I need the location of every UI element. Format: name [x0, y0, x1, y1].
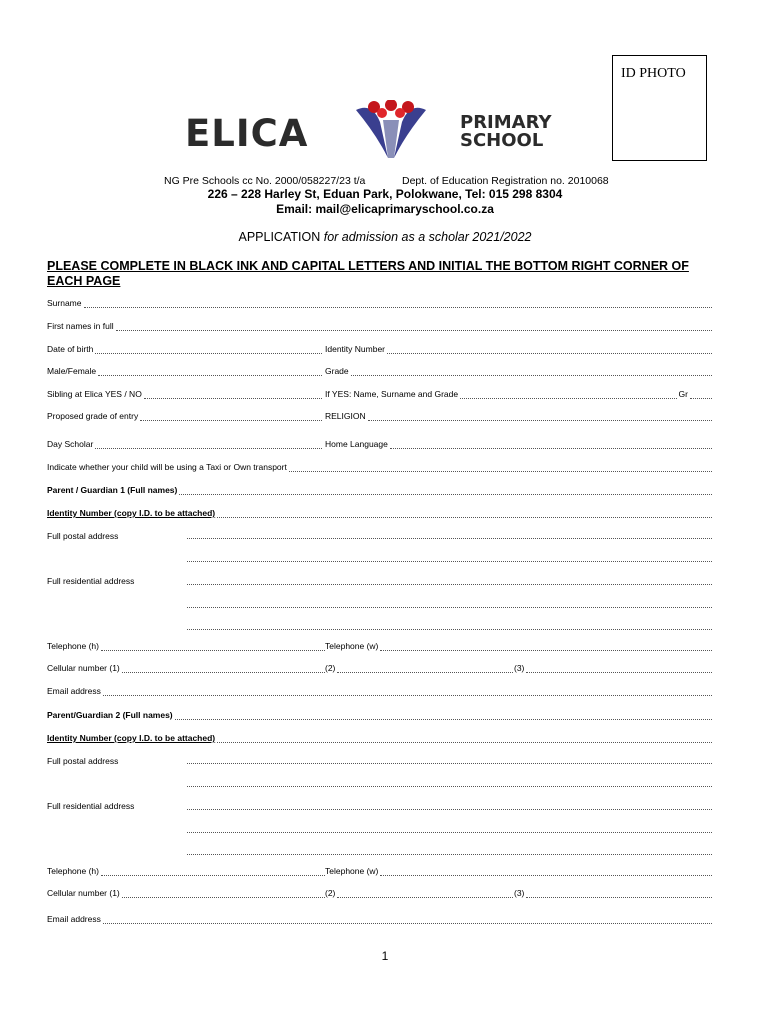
guardian2-residential-label: Full residential address: [47, 801, 135, 811]
home-language-label: Home Language: [325, 439, 388, 449]
first-names-field[interactable]: [47, 321, 712, 331]
guardian2-cell2-field[interactable]: [325, 888, 513, 898]
guardian1-tel-h-line[interactable]: [101, 642, 325, 651]
guardian1-tel-w-line[interactable]: [380, 642, 712, 651]
guardian2-cell1-label: Cellular number (1): [47, 888, 120, 898]
home-language-field[interactable]: [325, 439, 712, 449]
guardian2-name-label: Parent/Guardian 2 (Full names): [47, 710, 173, 720]
guardian1-cell1-line[interactable]: [122, 664, 325, 673]
if-yes-label: If YES: Name, Surname and Grade: [325, 389, 459, 399]
guardian1-id-line[interactable]: [217, 509, 712, 518]
transport-field[interactable]: [47, 462, 712, 472]
guardian2-tel-w-label: Telephone (w): [325, 866, 379, 876]
guardian2-residential-line-3[interactable]: [187, 846, 712, 855]
guardian1-tel-h-label: Telephone (h): [47, 641, 99, 651]
school-address: 226 – 228 Harley St, Eduan Park, Polokwane, Tel: 015 298 8304: [207, 187, 563, 201]
day-scholar-label: Day Scholar: [47, 439, 94, 449]
title-prefix: APPLICATION: [238, 230, 324, 244]
transport-label: Indicate whether your child will be using a Taxi or Own transport: [47, 462, 287, 472]
guardian1-tel-h-field[interactable]: [47, 641, 325, 651]
guardian2-cell1-line[interactable]: [122, 889, 325, 898]
registration-left: NG Pre Schools cc No. 2000/058227/23 t/a: [164, 175, 366, 187]
guardian2-cell2-label: (2): [325, 888, 336, 898]
gr-label: Gr: [678, 389, 688, 399]
transport-line[interactable]: [289, 463, 712, 472]
logo-primary-line: PRIMARY: [460, 112, 552, 133]
guardian2-tel-h-label: Telephone (h): [47, 866, 99, 876]
id-photo-label: ID PHOTO: [621, 66, 686, 81]
school-emblem-icon: [350, 100, 432, 162]
guardian2-residential-line-1[interactable]: [187, 801, 712, 810]
instruction-text: PLEASE COMPLETE IN BLACK INK AND CAPITAL LETTERS AND INITIAL THE BOTTOM RIGHT CORNER OF EACH PAGE: [47, 259, 689, 288]
guardian1-cell3-line[interactable]: [526, 664, 712, 673]
home-language-line[interactable]: [390, 440, 712, 449]
guardian2-id-label: Identity Number (copy I.D. to be attached): [47, 733, 216, 743]
guardian2-tel-w-line[interactable]: [380, 867, 712, 876]
guardian2-tel-h-line[interactable]: [101, 867, 325, 876]
proposed-grade-line[interactable]: [140, 412, 322, 421]
guardian1-id-label: Identity Number (copy I.D. to be attached): [47, 508, 216, 518]
gender-field[interactable]: [47, 366, 322, 376]
registration-right: Dept. of Education Registration no. 2010068: [402, 175, 609, 187]
dob-line[interactable]: [95, 345, 322, 354]
guardian1-postal-line-2[interactable]: [187, 553, 712, 562]
guardian1-tel-w-field[interactable]: [325, 641, 712, 651]
guardian1-cell2-line[interactable]: [337, 664, 513, 673]
guardian2-cell1-field[interactable]: [47, 888, 325, 898]
page-number: 1: [381, 949, 389, 963]
guardian1-cell1-field[interactable]: [47, 663, 325, 673]
sibling-field[interactable]: [47, 389, 322, 399]
first-names-line[interactable]: [116, 322, 712, 331]
guardian1-cell3-label: (3): [514, 663, 525, 673]
dob-field[interactable]: [47, 344, 322, 354]
proposed-grade-field[interactable]: [47, 411, 322, 421]
logo-school-text: [460, 114, 552, 150]
guardian2-cell2-line[interactable]: [337, 889, 513, 898]
religion-field[interactable]: [325, 411, 712, 421]
guardian2-postal-line-1[interactable]: [187, 755, 712, 764]
grade-field[interactable]: [325, 366, 712, 376]
guardian2-email-label: Email address: [47, 914, 101, 924]
grade-line[interactable]: [351, 367, 712, 376]
guardian2-email-line[interactable]: [103, 915, 712, 924]
logo-school-line: SCHOOL: [460, 130, 544, 151]
guardian2-name-field[interactable]: [47, 710, 712, 720]
guardian2-id-line[interactable]: [217, 734, 712, 743]
dob-label: Date of birth: [47, 344, 94, 354]
gender-label: Male/Female: [47, 366, 97, 376]
guardian1-residential-label: Full residential address: [47, 576, 135, 586]
guardian1-name-line[interactable]: [179, 486, 712, 495]
guardian1-id-field[interactable]: [47, 508, 712, 518]
guardian1-tel-w-label: Telephone (w): [325, 641, 379, 651]
guardian1-cell2-label: (2): [325, 663, 336, 673]
surname-line[interactable]: [84, 299, 713, 308]
religion-label: RELIGION: [325, 411, 366, 421]
guardian1-residential-line-1[interactable]: [187, 576, 712, 585]
surname-field[interactable]: [47, 298, 712, 308]
day-scholar-line[interactable]: [95, 440, 322, 449]
gender-line[interactable]: [98, 367, 322, 376]
first-names-label: First names in full: [47, 321, 114, 331]
guardian1-name-label: Parent / Guardian 1 (Full names): [47, 485, 178, 495]
application-title: [0, 230, 770, 244]
guardian1-name-field[interactable]: [47, 485, 712, 495]
guardian1-postal-label: Full postal address: [47, 531, 119, 541]
guardian2-residential-line-2[interactable]: [187, 824, 712, 833]
guardian2-cell3-field[interactable]: [514, 888, 712, 898]
guardian1-cell1-label: Cellular number (1): [47, 663, 120, 673]
grade-label: Grade: [325, 366, 349, 376]
guardian2-tel-h-field[interactable]: [47, 866, 325, 876]
guardian1-email-field[interactable]: [47, 686, 712, 696]
day-scholar-field[interactable]: [47, 439, 322, 449]
guardian2-name-line[interactable]: [175, 711, 712, 720]
guardian1-email-line[interactable]: [103, 687, 712, 696]
sibling-line[interactable]: [144, 390, 322, 399]
guardian2-postal-line-2[interactable]: [187, 778, 712, 787]
guardian2-id-field[interactable]: [47, 733, 712, 743]
surname-label: Surname: [47, 298, 82, 308]
id-number-line[interactable]: [387, 345, 712, 354]
guardian1-residential-line-3[interactable]: [187, 621, 712, 630]
guardian1-residential-line-2[interactable]: [187, 599, 712, 608]
if-yes-line[interactable]: [460, 390, 676, 399]
gr-line[interactable]: [690, 390, 712, 399]
if-yes-field[interactable]: [325, 389, 712, 399]
guardian2-cell3-label: (3): [514, 888, 525, 898]
logo-elica-text: ELICA: [185, 112, 309, 155]
sibling-label: Sibling at Elica YES / NO: [47, 389, 142, 399]
guardian2-tel-w-field[interactable]: [325, 866, 712, 876]
id-number-label: Identity Number: [325, 344, 385, 354]
id-photo-box: [612, 55, 707, 161]
guardian1-postal-line-1[interactable]: [187, 530, 712, 539]
title-rest: for admission as a scholar 2021/2022: [323, 230, 532, 244]
guardian2-postal-label: Full postal address: [47, 756, 119, 766]
guardian2-email-field[interactable]: [47, 914, 712, 924]
guardian1-cell2-field[interactable]: [325, 663, 513, 673]
guardian2-cell3-line[interactable]: [526, 889, 712, 898]
guardian1-email-label: Email address: [47, 686, 101, 696]
id-number-field[interactable]: [325, 344, 712, 354]
religion-line[interactable]: [368, 412, 712, 421]
proposed-grade-label: Proposed grade of entry: [47, 411, 139, 421]
guardian1-cell3-field[interactable]: [514, 663, 712, 673]
school-email: Email: mail@elicaprimaryschool.co.za: [276, 202, 494, 216]
